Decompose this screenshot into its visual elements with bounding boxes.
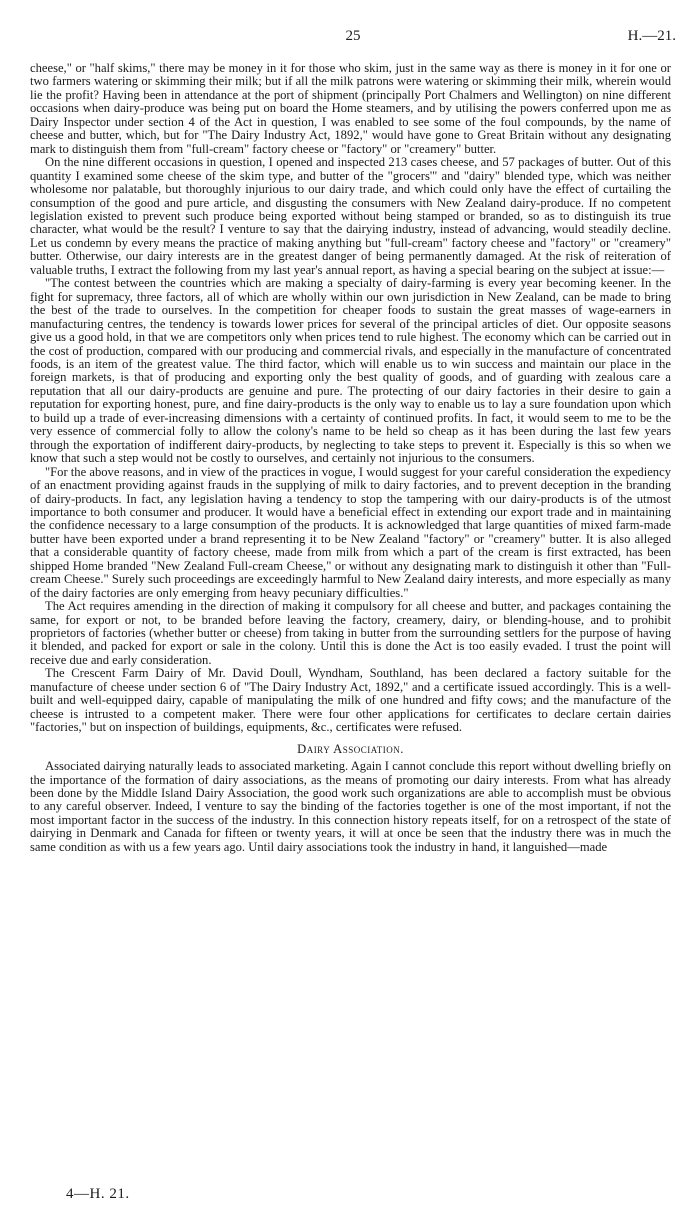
page-reference: H.—21. bbox=[627, 28, 676, 44]
paragraph-dairy-association: Associated dairying naturally leads to associated marketing. Again I cannot conclude this report without dwelling briefly on the importance of the formation of dairy associations, as the means of promoting our dairy interests. From what has already been done by the Middle Island Dairy Association, the good work such organizations are able to accomplish must be obvious to any careful observer. Indeed, I venture to say the binding of the factories together is one of the most important, if not the most important factor in the success of the industry. In this connection history repeats itself, for on a retrospect of the state of dairying in Denmark and Canada for fifteen or twenty years, it will at once be seen that the industry there was in much the same condition as with us a few years ago. Until dairy associations took the industry in hand, it languished—made bbox=[30, 759, 671, 854]
body-text bbox=[30, 62, 671, 854]
section-heading: Dairy Association. bbox=[297, 741, 404, 756]
paragraph-act-amending: The Act requires amending in the direction of making it compulsory for all cheese and butter, and packages containing the same, for export or not, to be branded before leaving the factory, creamery, dairy, or blending-house, and to prohibit proprietors of factories (whether butter or cheese) from taking in butter from the surrounding settlers for the purpose of having it blended, and packed for export or sale in the colony. Until this is done the Act is too easily evaded. I trust the point will receive due and early consideration. bbox=[30, 599, 671, 667]
page-header bbox=[30, 28, 676, 48]
paragraph-inspection: On the nine different occasions in question, I opened and inspected 213 cases cheese, and 57 packages of butter. Out of this quantity I examined some cheese of the skim type, and butter of the "grocers'" and "dairy" blended type, which was neither wholesome nor palatable, but thoroughly injurious to our dairy trade, and which could only have the effect of curtailing the consumption of the good and pure article, and disgusting the consumers with New Zealand dairy-produce. If no competent legislation existed to prevent such produce being exported without being stamped or branded, so as to distinguish its true character, what would be the result? I venture to say that the dairying industry, instead of advancing, would steadily decline. Let us condemn by every means the practice of making anything but "full-cream" factory cheese and "factory" or "creamery" butter. Otherwise, our dairy interests are in the greatest danger of being permanently damaged. At the risk of reiteration of valuable truths, I extract the following from my last year's annual report, as having a special bearing on the subject at issue:— bbox=[30, 155, 671, 277]
page-number: 25 bbox=[345, 28, 361, 44]
signature-mark: 4—H. 21. bbox=[66, 1186, 130, 1202]
paragraph-cheese-skims: cheese," or "half skims," there may be money in it for those who skim, just in the same way as there is money in it for one or two farmers watering or skimming their milk; but if all the milk patrons were watering or skimming their milk, wherein would lie the profit? Having been in attendance at the port of shipment (principally Port Chalmers and Wellington) on nine different occasions when dairy-produce was being put on board the Home steamers, and by utilising the powers conferred upon me as Dairy Inspector under section 4 of the Act in question, I was enabled to see some of the foul compounds, by the name of cheese and butter, which, but for "The Dairy Industry Act, 1892," would have gone to Great Britain without any designating mark to distinguish them from "full-cream" factory cheese or "factory" or "creamery" butter. bbox=[30, 61, 671, 156]
paragraph-quote-contest: "The contest between the countries which are making a specialty of dairy-farming is every year becoming keener. In the fight for supremacy, three factors, all of which are wholly within our own jurisdiction in New Zealand, can be made to bring the best of the trade to ourselves. In the competition for cheaper foods to sustain the great masses of wage-earners in manufacturing centres, the tendency is towards lower prices for several of the principal articles of diet. Our opposite seasons give us a good hold, in that we are competitors only when prices tend to rule highest. The economy which can be carried out in the cost of production, compared with our producing and commercial rivals, and especially in the manufacture of concentrated foods, is an item of the greatest value. The third factor, which will enable us to win success and maintain our place in the foreign markets, is that of producing and exporting only the best quality of goods, and of guarding with zealous care a reputation that all our dairy-products are genuine and pure. The protecting of our dairy factories in their desire to gain a reputation for exporting honest, pure, and fine dairy-products is the only way to enable us to lay a sure foundation upon which to build up a trade of ever-increasing dimensions with a certainty of continued profits. In fact, it would seem to me to be the very essence of commercial folly to allow the colony's name to be held so cheap as it has been during the last few years through the exportation of indifferent dairy-products, by neglecting to take steps to prevent it. Especially is this so when we know that such a step would not be costly to ourselves, and certainly not injurious to the consumers. bbox=[30, 276, 671, 466]
paragraph-quote-reasons: "For the above reasons, and in view of the practices in vogue, I would suggest for your careful consideration the expediency of an enactment providing against frauds in the supplying of milk to dairy factories, and to prevent deception in the branding of dairy-products. In fact, any legislation having a tendency to stop the tampering with our dairy-products is of the utmost importance to both consumer and producer. It would have a beneficial effect in extending our export trade and in maintaining the confidence necessary to a large consumption of the products. It is acknowledged that large quantities of mixed farm-made butter have been exported under a brand representing it to be New Zealand "factory" or "creamery" butter. It is also alleged that a considerable quantity of factory cheese, made from milk from which a part of the cream is first extracted, has been shipped Home branded "New Zealand Full-cream Cheese," or without any designating mark to distinguish it other than "Full-cream Cheese." Surely such proceedings are exceedingly harmful to New Zealand dairy interests, and more especially as many of the dairy factories are only emerging from heavy pecuniary difficulties." bbox=[30, 464, 671, 600]
paragraph-crescent-farm: The Crescent Farm Dairy of Mr. David Doull, Wyndham, Southland, has been declared a factory suitable for the manufacture of cheese under section 6 of "The Dairy Industry Act, 1892," and a certificate issued accordingly. This is a well-built and well-equipped dairy, capable of manipulating the milk of one hundred and fifty cows; and the manufacture of the cheese is intrusted to a competent maker. There were four other applications for certificates to declare certain dairies "factories," but on inspection of buildings, equipments, &c., certificates were refused. bbox=[30, 666, 671, 735]
